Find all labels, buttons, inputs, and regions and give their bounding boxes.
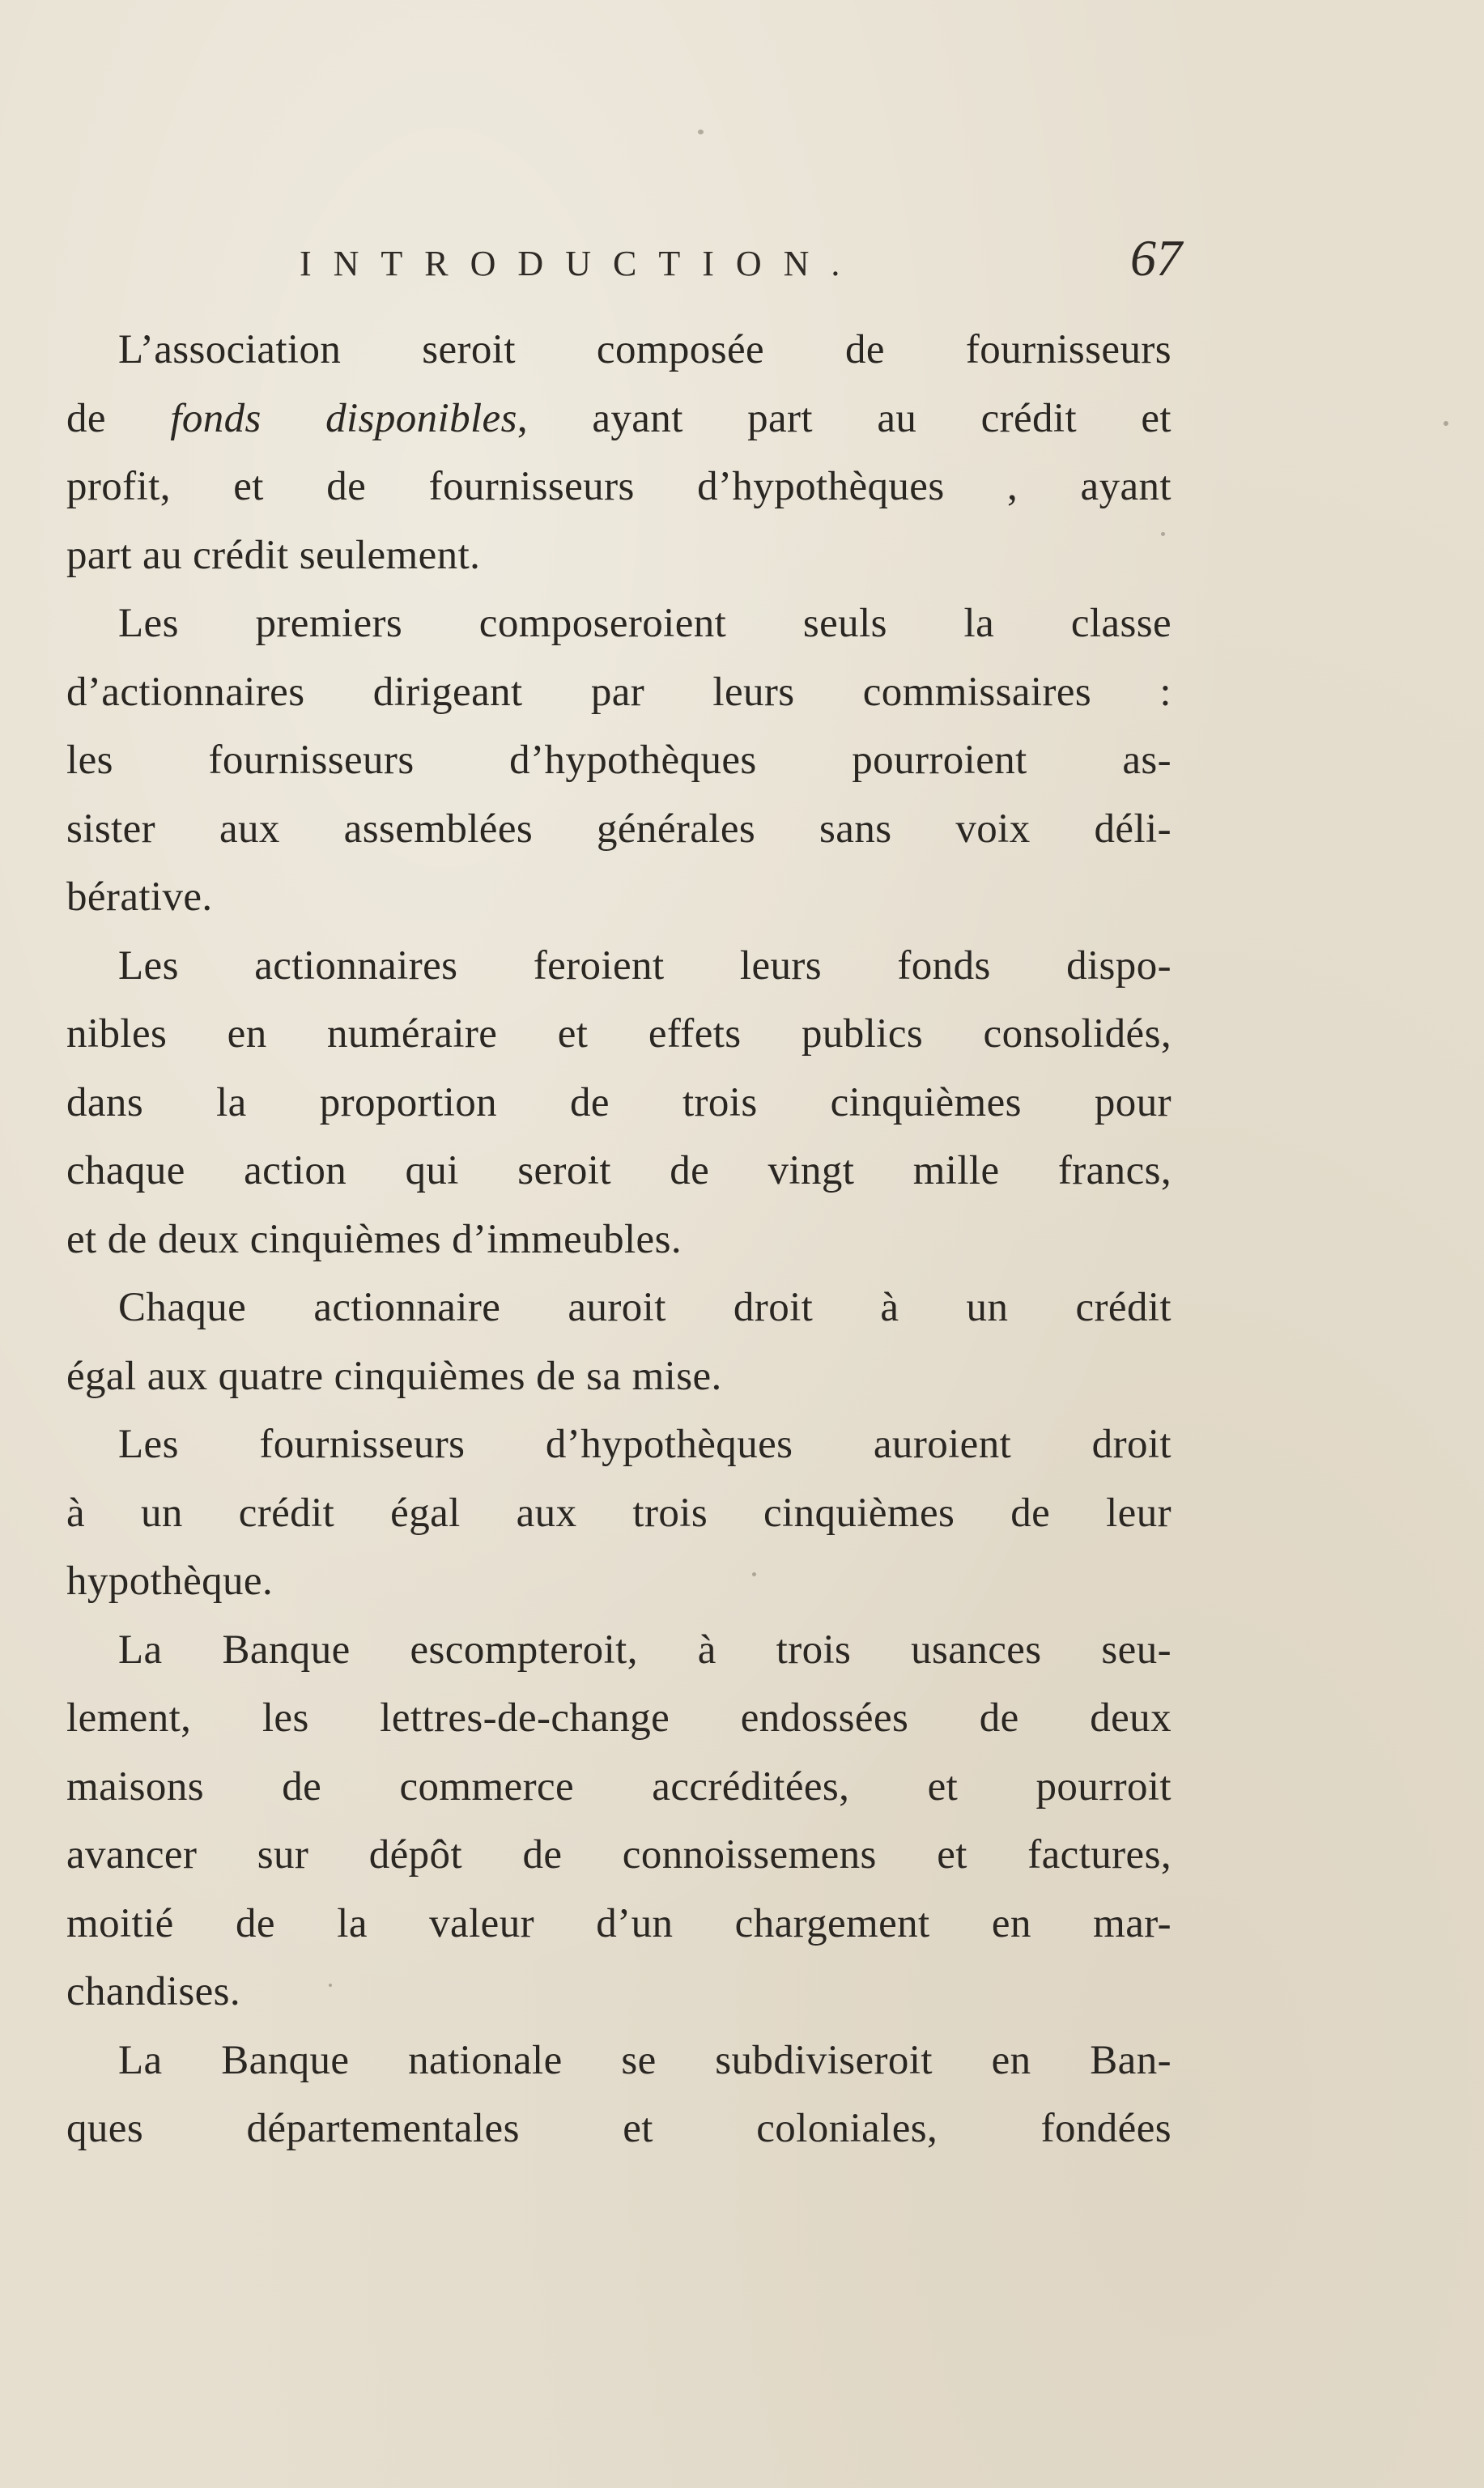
text-line: avancer sur dépôt de connoissemens et factures,	[66, 1832, 1171, 1878]
paragraph-7	[66, 2027, 1171, 2163]
text-line: part au crédit seulement.	[66, 532, 481, 578]
text-line: égal aux quatre cinquièmes de sa mise.	[66, 1353, 722, 1399]
italic-phrase: fonds disponibles	[170, 395, 517, 441]
text-line: dans la proportion de trois cinquièmes pour	[66, 1079, 1171, 1125]
text-line: nibles en numéraire et effets publics consolidés,	[66, 1011, 1171, 1057]
running-head	[300, 228, 1182, 293]
text-line: hypothèque.	[66, 1559, 274, 1604]
text-line: maisons de commerce accréditées, et pourroit	[66, 1763, 1171, 1810]
text-line: Les actionnaires feroient leurs fonds dispo-	[118, 942, 1171, 989]
text-line: chaque action qui seroit de vingt mille francs,	[66, 1148, 1171, 1193]
text-line: d’actionnaires dirigeant par leurs commissaires :	[66, 669, 1171, 715]
text-line: Chaque actionnaire auroit droit à un crédit	[118, 1285, 1171, 1330]
page-number: 67	[1130, 229, 1182, 287]
paper-speck	[1444, 421, 1448, 426]
text-line: Les fournisseurs d’hypothèques auroient droit	[118, 1422, 1171, 1467]
paragraph-2	[66, 589, 1171, 932]
text-line: sister aux assemblées générales sans voix déli-	[66, 806, 1171, 852]
paragraph-1	[66, 316, 1171, 589]
text-line: La Banque nationale se subdiviseroit en Ban-	[118, 2037, 1171, 2083]
text-line: chandises.	[66, 1969, 241, 2014]
text-line: Les premiers composeroient seuls la classe	[118, 601, 1171, 646]
running-title: INTRODUCTION.	[300, 244, 862, 283]
paragraph-3	[66, 932, 1171, 1274]
paper-speck	[752, 1572, 756, 1576]
text-line: L’association seroit composée de fournisseurs	[118, 327, 1171, 372]
text-line: profit, et de fournisseurs d’hypothèques , ayant	[66, 464, 1171, 509]
text-line: lement, les lettres-de-change endossées de deux	[66, 1695, 1171, 1741]
paragraph-5	[66, 1410, 1171, 1616]
text-line: à un crédit égal aux trois cinquièmes de leur	[66, 1490, 1171, 1536]
text-line: bérative.	[66, 874, 213, 920]
paragraph-6	[66, 1616, 1171, 2027]
paragraph-4	[66, 1274, 1171, 1410]
body-text	[66, 316, 1171, 2163]
paper-speck	[329, 1984, 332, 1987]
text-fragment: de	[66, 395, 171, 441]
text-line: les fournisseurs d’hypothèques pourroient as-	[66, 738, 1171, 783]
paper-speck	[698, 130, 704, 134]
text-line: ques départementales et coloniales, fondées	[66, 2106, 1171, 2151]
text-line: et de deux cinquièmes d’immeubles.	[66, 1216, 682, 1262]
text-line-with-italic	[66, 385, 1171, 453]
text-line: moitié de la valeur d’un chargement en mar-	[66, 1900, 1171, 1946]
text-fragment: , ayant part au crédit et	[517, 395, 1171, 441]
paper-speck	[1161, 532, 1165, 536]
text-line: La Banque escompteroit, à trois usances seu-	[118, 1627, 1171, 1673]
